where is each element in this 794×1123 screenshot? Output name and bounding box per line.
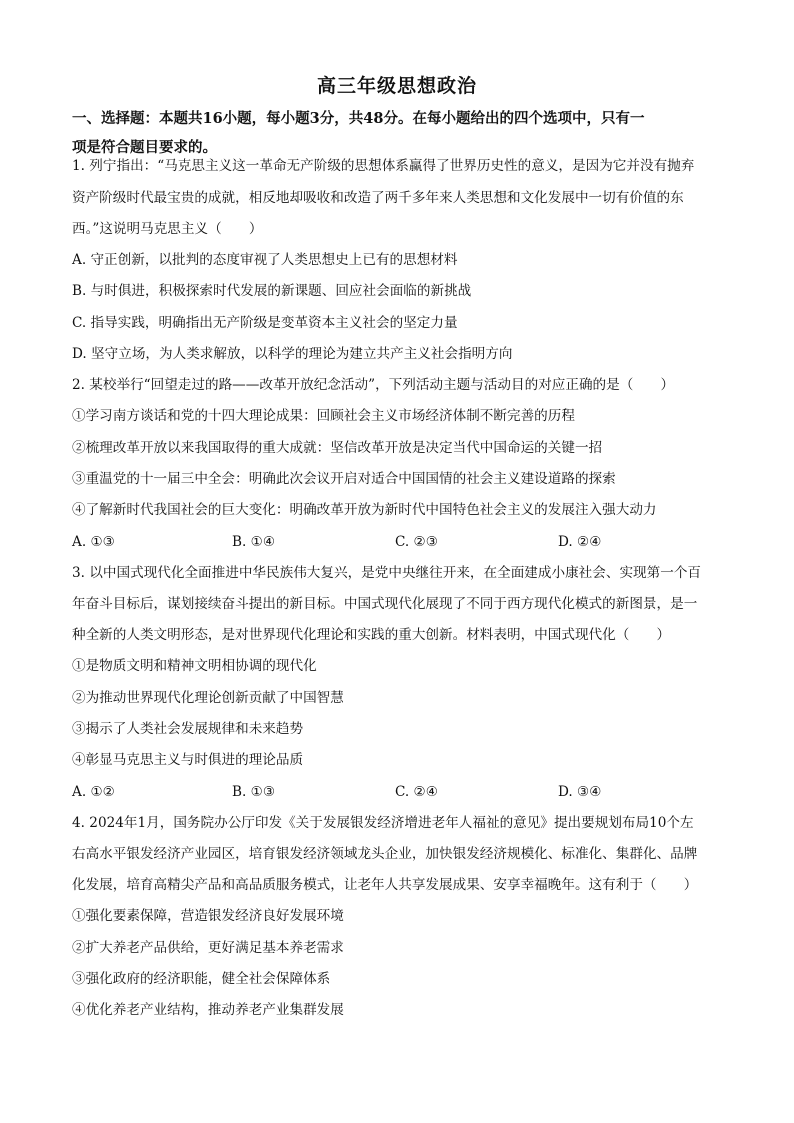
question-3-stem-line-3: 种全新的人类文明形态，是对世界现代化理论和实践的重大创新。材料表明，中国式现代化（ ） (72, 627, 671, 643)
question-2-item-1: ①学习南方谈话和党的十四大理论成果：回顾社会主义市场经济体制不断完善的历程 (72, 408, 575, 424)
question-2-item-4: ④了解新时代我国社会的巨大变化：明确改革开放为新时代中国特色社会主义的发展注入强大动力 (72, 502, 657, 518)
question-3-item-3: ③揭示了人类社会发展规律和未来趋势 (72, 721, 304, 737)
question-1-option-b: B. 与时俱进，积极探索时代发展的新课题、回应社会面临的新挑战 (72, 283, 472, 299)
question-4-item-1: ①强化要素保障，营造银发经济良好发展环境 (72, 908, 344, 924)
question-2-choice-c: C. ②③ (395, 534, 438, 550)
section-heading (72, 104, 728, 162)
question-4-item-3: ③强化政府的经济职能，健全社会保障体系 (72, 971, 331, 987)
question-1-stem-line-2: 资产阶级时代最宝贵的成就，相反地却吸收和改造了两千多年来人类思想和文化发展中一切有价值的东 (72, 190, 684, 206)
question-4-stem-line-3: 化发展，培育高精尖产品和高品质服务模式，让老年人共享发展成果、安享幸福晚年。这有利于（ ） (72, 877, 698, 893)
question-3-item-1: ①是物质文明和精神文明相协调的现代化 (72, 658, 317, 674)
question-3-item-2: ②为推动世界现代化理论创新贡献了中国智慧 (72, 690, 344, 706)
question-3-stem-line-2: 年奋斗目标后，谋划接续奋斗提出的新目标。中国式现代化展现了不同于西方现代化模式的新图景，是一 (72, 596, 698, 612)
question-4-stem-line-1: 4. 2024年1月，国务院办公厅印发《关于发展银发经济增进老年人福祉的意见》提出要规划布局10个左 (72, 815, 694, 831)
question-3-choice-d: D. ③④ (558, 784, 602, 800)
question-2-item-3: ③重温党的十一届三中全会：明确此次会议开启对适合中国国情的社会主义建设道路的探索 (72, 471, 616, 487)
question-3-choice-a: A. ①② (72, 784, 115, 800)
question-3-choices (72, 782, 728, 802)
question-2-choice-d: D. ②④ (558, 534, 602, 550)
question-1-stem-line-3: 西。”这说明马克思主义（ ） (72, 221, 263, 237)
question-2-choice-b: B. ①④ (232, 534, 276, 550)
question-4-item-4: ④优化养老产业结构，推动养老产业集群发展 (72, 1002, 344, 1018)
question-3-choice-c: C. ②④ (395, 784, 438, 800)
question-4-item-2: ②扩大养老产品供给，更好满足基本养老需求 (72, 940, 344, 956)
question-2-choice-a: A. ①③ (72, 534, 115, 550)
page-title: 高三年级思想政治 (316, 75, 477, 97)
question-2-item-2: ②梳理改革开放以来我国取得的重大成就：坚信改革开放是决定当代中国命运的关键一招 (72, 440, 603, 456)
question-3-stem-line-1: 3. 以中国式现代化全面推进中华民族伟大复兴，是党中央继往开来，在全面建成小康社会、实现第一个百 (72, 565, 702, 581)
question-3-item-4: ④彰显马克思主义与时俱进的理论品质 (72, 752, 304, 768)
section-heading-line-1: 一、选择题：本题共16小题，每小题3分，共48分。在每小题给出的四个选项中，只有一 (72, 110, 645, 127)
section-heading-line-2: 项是符合题目要求的。 (72, 139, 217, 156)
question-2-stem: 2. 某校举行“回望走过的路——改革开放纪念活动”，下列活动主题与活动目的对应正确的是（ ） (72, 377, 675, 393)
question-1-option-d: D. 坚守立场，为人类求解放，以科学的理论为建立共产主义社会指明方向 (72, 346, 513, 362)
question-2-choices (72, 532, 728, 552)
question-1-stem-line-1: 1. 列宁指出：“马克思主义这一革命无产阶级的思想体系赢得了世界历史性的意义，是因为它并没有抛弃 (72, 158, 695, 174)
question-1-option-a: A. 守正创新，以批判的态度审视了人类思想史上已有的思想材料 (72, 252, 458, 268)
question-4-stem-line-2: 右高水平银发经济产业园区，培育银发经济领域龙头企业，加快银发经济规模化、标准化、集群化、品牌 (72, 846, 698, 862)
question-3-choice-b: B. ①③ (232, 784, 276, 800)
question-1-option-c: C. 指导实践，明确指出无产阶级是变革资本主义社会的坚定力量 (72, 315, 458, 331)
